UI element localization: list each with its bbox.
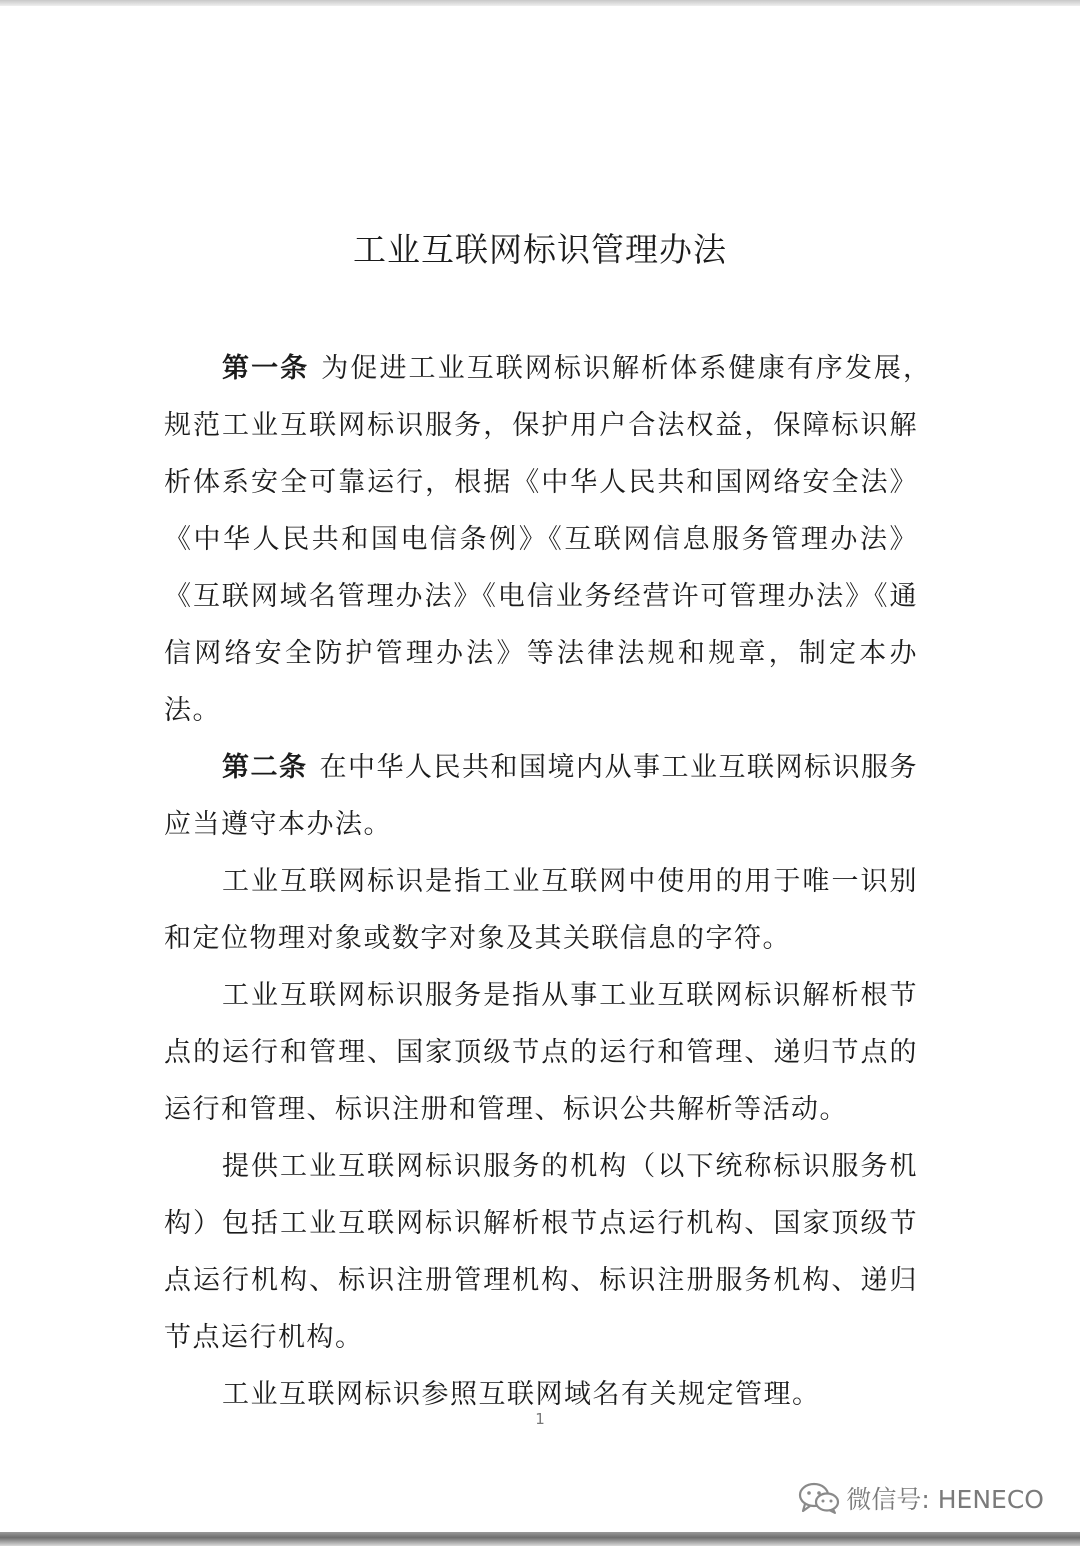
document-page [0,6,1080,1532]
bottom-edge-divider [0,1532,1080,1546]
wechat-icon [798,1481,840,1515]
paragraph-text: 工业互联网标识服务是指从事工业互联网标识解析根节点的运行和管理、国家顶级节点的运行和管理、递归节点的运行和管理、标识注册和管理、标识公共解析等活动。 [164,980,918,1125]
paragraph-service-institutions [164,1138,918,1366]
paragraph-text: 为促进工业互联网标识解析体系健康有序发展， 规范工业互联网标识服务，保护用户合法权益，保障标识解析体系安全可靠运行，根据《中华人民共和国网络安全法》《中华人民共和国电信条例》《互联网信息服务管理办法》《互联网域名管理办法》《电信业务经营许可管理办法》《通信网络安全防护管理办法》等法律法规和规章，制定本办法。 [164,353,947,726]
paragraph-text: 提供工业互联网标识服务的机构（以下统称标识服务机构）包括工业互联网标识解析根节点运行机构、国家顶级节点运行机构、标识注册管理机构、标识注册服务机构、递归节点运行机构。 [164,1151,918,1353]
paragraph-service-definition [164,967,918,1138]
paragraph-text: 工业互联网标识是指工业互联网中使用的用于唯一识别和定位物理对象或数字对象及其关联信息的字符。 [164,866,918,954]
watermark-text: 微信号: HENECO [846,1485,1044,1514]
article-label: 第一条 [222,353,310,384]
wechat-watermark [798,1478,1044,1518]
paragraph-article-2 [164,739,918,853]
document-body [164,340,947,1423]
paragraph-text: 工业互联网标识参照互联网域名有关规定管理。 [222,1379,821,1410]
paragraph-text: 在中华人民共和国境内从事工业互联网标识服务应当遵守本办法。 [164,752,918,840]
article-label: 第二条 [222,752,308,783]
paragraph-identifier-definition [164,853,918,967]
page-number: 1 [535,1410,545,1428]
document-title: 工业互联网标识管理办法 [353,230,727,269]
paragraph-article-1 [164,340,947,739]
